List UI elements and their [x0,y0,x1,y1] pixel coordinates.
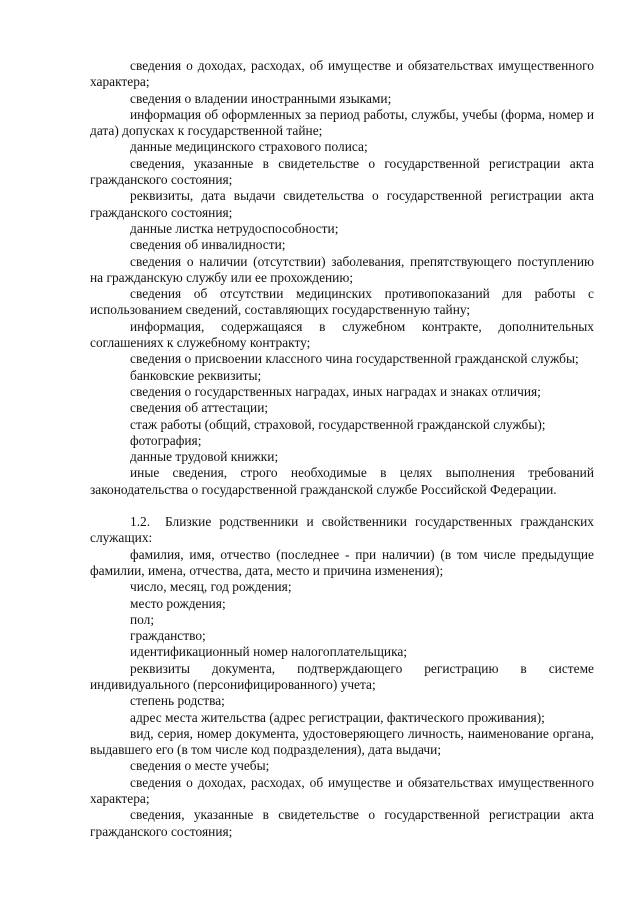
list-item: вид, серия, номер документа, удостоверяющего личность, наименование органа, выдавшего его (в том числе код подразделения), дата выдачи; [90,725,594,758]
list-item: гражданство; [130,628,206,644]
list-item: число, месяц, год рождения; [130,579,292,595]
list-item: сведения, указанные в свидетельстве о государственной регистрации акта гражданского состояния; [90,155,594,188]
list-item: данные трудовой книжки; [130,449,279,465]
document-page [90,58,594,840]
list-item: данные медицинского страхового полиса; [130,139,368,155]
list-item: сведения о доходах, расходах, об имуществе и обязательствах имущественного характера; [90,774,594,807]
list-item: сведения о наличии (отсутствии) заболевания, препятствующего поступлению на гражданскую службу или ее прохождению; [90,253,594,285]
list-item: степень родства; [130,693,225,709]
section-1-2-list [90,547,594,840]
list-item: реквизиты документа, подтверждающего регистрацию в системе индивидуального (персонифицированного) учета; [90,660,594,692]
list-item: данные листка нетрудоспособности; [130,220,339,236]
section-1-2-heading [90,514,594,547]
list-item: сведения об аттестации; [130,400,269,416]
list-item: сведения об отсутствии медицинских противопоказаний для работы с использованием сведений, составляющих государственную тайну; [90,286,594,318]
list-item: сведения о месте учебы; [130,758,270,774]
section-1-1-list [90,58,594,498]
list-item: сведения, указанные в свидетельстве о государственной регистрации акта гражданского состояния; [90,807,594,839]
list-item: сведения о государственных наградах, иных наградах и знаках отличия; [130,383,541,399]
section-title: Близкие родственники и свойственники государственных гражданских служащих: [90,514,594,546]
list-item: сведения о доходах, расходах, об имуществе и обязательствах имущественного характера; [90,58,594,90]
section-number: 1.2. [130,514,151,530]
list-item: информация, содержащаяся в служебном контракте, дополнительных соглашениях к служебному контракту; [90,318,594,351]
list-item: банковские реквизиты; [130,367,262,383]
list-item: стаж работы (общий, страховой, государственной гражданской службы); [130,416,546,432]
list-item: реквизиты, дата выдачи свидетельства о государственной регистрации акта гражданского состояния; [90,188,594,220]
list-item: сведения о присвоении классного чина государственной гражданской службы; [130,351,579,367]
list-item: информация об оформленных за период работы, службы, учебы (форма, номер и дата) допусках к государственной тайне; [90,106,594,139]
list-item: идентификационный номер налогоплательщика; [130,644,408,660]
list-item: место рождения; [130,595,226,611]
list-item: пол; [130,611,155,627]
list-item: фамилия, имя, отчество (последнее - при наличии) (в том числе предыдущие фамилии, имена, отчества, дата, место и причина изменения); [90,546,594,578]
list-item: сведения о владении иностранными языками; [130,90,392,106]
list-item: адрес места жительства (адрес регистрации, фактического проживания); [130,709,545,725]
list-item: фотография; [130,432,202,448]
list-item: сведения об инвалидности; [130,237,286,253]
section-spacer [90,498,594,514]
list-item: иные сведения, строго необходимые в целях выполнения требований законодательства о государственной гражданской службе Российской Федерации. [90,465,594,497]
